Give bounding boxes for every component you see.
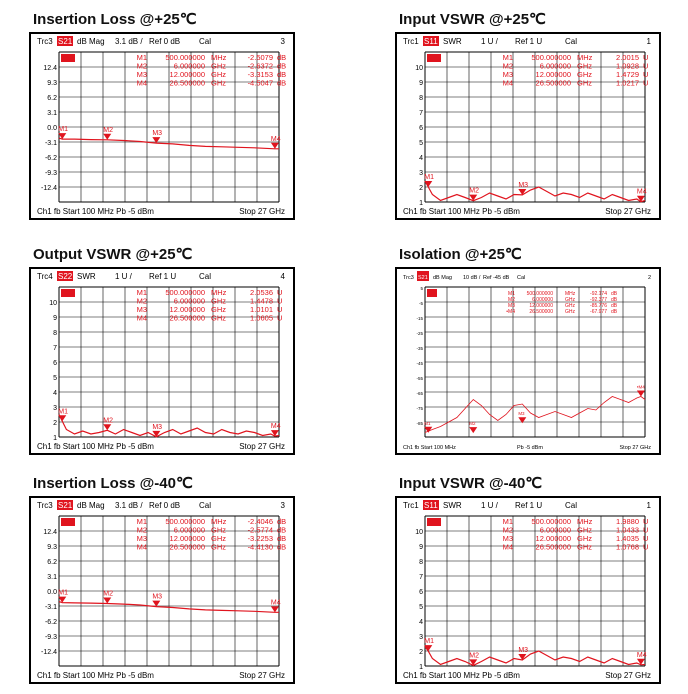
marker-unit: GHz [577, 534, 592, 543]
header-cal: Cal [517, 275, 526, 281]
y-tick-label: 7 [419, 574, 423, 581]
y-tick-label: 12.4 [43, 65, 57, 72]
panel-input-vswr-minus40 [399, 474, 669, 684]
marker-value-unit: U [277, 305, 283, 314]
header-scale: 10 dB / [463, 275, 481, 281]
marker-value: 1.0928 [616, 61, 639, 71]
header-cal: Cal [199, 501, 212, 510]
marker-frequency: 500.000000 [165, 53, 205, 62]
y-tick-label: 9 [419, 80, 423, 87]
marker-name: M1 [502, 517, 513, 526]
y-tick-label: 0.0 [47, 589, 57, 596]
marker-value-unit: dB [277, 542, 287, 552]
y-tick-label: -12.4 [41, 185, 57, 192]
marker-label: M3 [518, 181, 529, 189]
marker-frequency: 6.000000 [539, 525, 571, 535]
header-format: SWR [443, 37, 462, 46]
marker-frequency: 6.000000 [173, 61, 205, 71]
marker-name: M1 [502, 53, 513, 62]
marker-label: M1 [424, 638, 435, 646]
chart-title: Insertion Loss @-40℃ [33, 475, 193, 492]
marker-name: •M4 [506, 309, 515, 315]
y-tick-label: -65 [416, 391, 423, 396]
header-scale: 1 U / [481, 37, 498, 46]
marker-value: -67.977 [590, 309, 607, 315]
marker-unit: GHz [565, 303, 575, 309]
marker-triangle [271, 143, 279, 149]
marker-value: -2.4046 [247, 517, 273, 526]
marker-label: M2 [103, 590, 113, 598]
header-param: S21 [418, 275, 428, 281]
y-tick-label: 9 [53, 315, 57, 322]
y-tick-label: 6 [53, 360, 57, 367]
y-tick-label: 5 [419, 604, 423, 611]
marker-frequency: 500.000000 [531, 517, 571, 526]
marker-frequency: 26.500000 [169, 78, 205, 88]
marker-unit: MHz [577, 517, 593, 526]
marker-frequency: 26.500000 [169, 542, 205, 552]
chart-title: Isolation @+25℃ [399, 246, 522, 263]
marker-label: M3 [518, 647, 529, 654]
marker-frequency: 6.000000 [173, 525, 205, 535]
footer-stop: Stop 27 GHz [239, 207, 285, 216]
header-cal: Cal [565, 501, 578, 510]
analyzer-screen [395, 496, 661, 684]
marker-value-unit: dB [277, 53, 287, 62]
marker-frequency: 26.500000 [535, 78, 571, 88]
marker-value: 1.0605 [250, 313, 273, 323]
marker-unit: GHz [211, 525, 226, 535]
y-tick-label: 5 [420, 286, 423, 291]
y-tick-label: -35 [416, 346, 423, 351]
marker-frequency: 6.000000 [532, 297, 553, 303]
header-scale: 1 U / [115, 272, 132, 281]
marker-unit: GHz [565, 297, 575, 303]
marker-name: M1 [508, 291, 515, 297]
y-tick-label: -12.4 [41, 649, 57, 656]
marker-name: M3 [508, 303, 515, 309]
panel-output-vswr-25 [33, 245, 303, 455]
chart-svg [397, 498, 659, 682]
y-tick-label: 7 [53, 345, 57, 352]
marker-value-unit: U [643, 53, 649, 62]
marker-value-unit: dB [277, 78, 287, 88]
marker-value-unit: U [643, 525, 649, 535]
chart-svg [397, 269, 659, 453]
marker-name: M2 [136, 525, 147, 535]
y-tick-label: -5 [418, 301, 423, 306]
y-tick-label: -75 [416, 406, 423, 411]
y-tick-label: 10 [415, 529, 423, 536]
y-tick-label: -6.2 [44, 619, 57, 626]
marker-frequency: 12.000000 [535, 70, 571, 79]
marker-unit: GHz [211, 78, 226, 88]
marker-value-unit: dB [277, 61, 287, 71]
y-tick-label: 1 [419, 200, 423, 207]
marker-label: M4 [636, 188, 647, 196]
marker-label: M2 [103, 417, 113, 425]
marker-value: -4.4130 [247, 542, 273, 552]
marker-name: M2 [502, 61, 513, 71]
y-tick-label: -45 [416, 361, 423, 366]
marker-unit: GHz [211, 542, 226, 552]
y-tick-label: -3.1 [44, 140, 57, 147]
marker-label: M2 [103, 126, 113, 134]
marker-frequency: 6.000000 [539, 61, 571, 71]
y-tick-label: 6 [419, 589, 423, 596]
marker-value: -2.5079 [247, 53, 273, 62]
y-tick-label: 8 [419, 95, 423, 102]
footer-start: Ch1 fb Start 100 MHz Pb -5 dBm [403, 671, 520, 680]
marker-label: M2 [469, 187, 479, 195]
marker-value: 1.4035 [616, 534, 639, 543]
header-param: S21 [58, 501, 73, 510]
footer-stop: Stop 27 GHz [605, 207, 651, 216]
y-tick-label: 3.1 [47, 574, 57, 581]
marker-unit: GHz [577, 542, 592, 552]
marker-label: M4 [270, 599, 281, 607]
marker-unit: GHz [211, 534, 226, 543]
marker-triangle [103, 424, 111, 430]
marker-name: M3 [502, 534, 513, 543]
header-channel: 1 [646, 37, 651, 46]
y-tick-label: -85 [416, 421, 423, 426]
chart-svg [31, 498, 293, 682]
header-scale: 3.1 dB / [115, 37, 143, 46]
ref-box [427, 54, 441, 62]
header-ref: Ref 1 U [515, 501, 543, 510]
marker-name: M2 [508, 297, 515, 303]
y-tick-label: 0.0 [47, 125, 57, 132]
marker-value: 1.0217 [616, 78, 639, 88]
marker-frequency: 500.000000 [165, 288, 205, 297]
header-format: SWR [77, 272, 96, 281]
y-tick-label: -9.3 [44, 170, 57, 177]
marker-value: -2.5774 [247, 525, 273, 535]
marker-value: -2.6372 [247, 61, 273, 71]
marker-value: 1.0433 [616, 525, 639, 535]
marker-value: 2.0536 [250, 288, 273, 297]
header-format: SWR [443, 501, 462, 510]
y-tick-label: 4 [53, 390, 57, 397]
marker-triangle [103, 597, 111, 603]
footer-stop: Stop 27 GHz [605, 671, 651, 680]
y-tick-label: 3 [53, 405, 57, 412]
marker-label: M3 [152, 593, 163, 601]
marker-label: M2 [469, 421, 476, 427]
header-ref: Ref 1 U [149, 272, 177, 281]
header-param: S21 [58, 37, 73, 46]
marker-value: 1.0768 [616, 542, 639, 552]
marker-name: M4 [502, 542, 513, 552]
marker-label: •M4 [636, 384, 645, 390]
marker-frequency: 12.000000 [169, 305, 205, 314]
header-param: S11 [424, 501, 438, 510]
panel-insertion-loss-minus40 [33, 474, 303, 684]
chart-title: Input VSWR @+25℃ [399, 11, 546, 28]
marker-value-unit: dB [611, 303, 618, 309]
marker-frequency: 500.000000 [165, 517, 205, 526]
chart-title: Insertion Loss @+25℃ [33, 11, 197, 28]
header-channel: 4 [280, 272, 285, 281]
footer-start: Ch1 fb Start 100 MHz Pb -5 dBm [37, 207, 154, 216]
marker-value-unit: dB [277, 517, 287, 526]
header-scale: 3.1 dB / [115, 501, 143, 510]
chart-svg [31, 269, 293, 453]
marker-unit: GHz [211, 70, 226, 79]
header-scale: 1 U / [481, 501, 498, 510]
marker-value-unit: U [277, 296, 283, 306]
marker-name: M1 [136, 517, 147, 526]
marker-label: M1 [58, 589, 69, 597]
analyzer-screen [395, 32, 661, 220]
y-tick-label: 2 [53, 420, 57, 427]
marker-label: M3 [152, 423, 163, 431]
marker-unit: GHz [211, 61, 226, 71]
marker-name: M3 [136, 534, 147, 543]
marker-value: -92.174 [590, 291, 607, 297]
marker-unit: GHz [211, 296, 226, 306]
marker-unit: GHz [577, 525, 592, 535]
footer-start: Ch1 fb Start 100 MHz Pb -5 dBm [37, 442, 154, 451]
header-ref: Ref 1 U [515, 37, 543, 46]
marker-frequency: 6.000000 [173, 296, 205, 306]
marker-name: M2 [502, 525, 513, 535]
footer-power: Pb -5 dBm [517, 445, 543, 451]
header-trace: Trc3 [403, 275, 414, 281]
y-tick-label: 3.1 [47, 110, 57, 117]
y-tick-label: -55 [416, 376, 423, 381]
analyzer-screen [29, 267, 295, 455]
ref-box [427, 518, 441, 526]
header-channel: 3 [280, 501, 285, 510]
y-tick-label: 5 [419, 140, 423, 147]
marker-value-unit: U [643, 517, 649, 526]
marker-label: M2 [469, 652, 479, 660]
header-channel: 2 [647, 275, 651, 281]
marker-name: M4 [136, 542, 147, 552]
chart-svg [31, 34, 293, 218]
y-tick-label: 6.2 [47, 559, 57, 566]
marker-frequency: 500.000000 [526, 291, 553, 297]
y-tick-label: -6.2 [44, 155, 57, 162]
header-cal: Cal [199, 272, 212, 281]
marker-name: M3 [502, 70, 513, 79]
y-tick-label: 12.4 [43, 529, 57, 536]
marker-label: M1 [58, 126, 69, 134]
y-tick-label: 2 [419, 649, 423, 656]
chart-title: Input VSWR @-40℃ [399, 475, 543, 492]
y-tick-label: 10 [49, 300, 57, 307]
header-channel: 1 [646, 501, 651, 510]
y-tick-label: 8 [53, 330, 57, 337]
header-trace: Trc1 [403, 501, 419, 510]
marker-value: -3.2253 [247, 534, 273, 543]
footer-stop: Stop 27 GHz [239, 671, 285, 680]
header-cal: Cal [565, 37, 578, 46]
marker-value: -92.377 [590, 297, 607, 303]
marker-unit: MHz [577, 53, 593, 62]
marker-value: 1.4729 [616, 70, 639, 79]
y-tick-label: -25 [416, 331, 423, 336]
marker-label: M3 [518, 411, 525, 417]
marker-value: -4.5047 [247, 78, 273, 88]
y-tick-label: -9.3 [44, 634, 57, 641]
marker-unit: GHz [577, 78, 592, 88]
analyzer-screen [29, 32, 295, 220]
marker-value-unit: dB [277, 70, 287, 79]
y-tick-label: -15 [416, 316, 423, 321]
marker-label: M3 [152, 130, 163, 138]
marker-name: M2 [136, 296, 147, 306]
marker-frequency: 12.000000 [169, 70, 205, 79]
marker-value: 1.0101 [250, 305, 273, 314]
marker-value-unit: U [643, 542, 649, 552]
y-tick-label: 8 [419, 559, 423, 566]
y-tick-label: 3 [419, 634, 423, 641]
marker-unit: MHz [211, 53, 227, 62]
header-cal: Cal [199, 37, 212, 46]
marker-name: M4 [502, 78, 513, 88]
marker-name: M4 [136, 313, 147, 323]
marker-value: -3.3153 [247, 70, 273, 79]
y-tick-label: 1 [53, 435, 57, 442]
y-tick-label: 9 [419, 544, 423, 551]
panel-isolation-25 [399, 245, 669, 455]
header-format: dB Mag [77, 37, 105, 46]
y-tick-label: 3 [419, 170, 423, 177]
y-tick-label: 4 [419, 619, 423, 626]
marker-unit: GHz [577, 70, 592, 79]
marker-unit: MHz [211, 517, 227, 526]
marker-value-unit: U [277, 288, 283, 297]
y-tick-label: -3.1 [44, 604, 57, 611]
chart-svg [397, 34, 659, 218]
marker-frequency: 26.500000 [169, 313, 205, 323]
marker-value-unit: dB [277, 525, 287, 535]
marker-frequency: 12.000000 [169, 534, 205, 543]
marker-value-unit: dB [611, 291, 618, 297]
marker-frequency: 26.500000 [535, 542, 571, 552]
y-tick-label: 10 [415, 65, 423, 72]
footer-stop: Stop 27 GHz [239, 442, 285, 451]
header-ref: Ref 0 dB [149, 37, 181, 46]
marker-unit: GHz [211, 313, 226, 323]
ref-box [61, 54, 75, 62]
marker-name: M4 [136, 78, 147, 88]
analyzer-screen [395, 267, 661, 455]
footer-start: Ch1 fb Start 100 MHz Pb -5 dBm [403, 207, 520, 216]
marker-name: M2 [136, 61, 147, 71]
header-param: S22 [58, 272, 73, 281]
y-tick-label: 6 [419, 125, 423, 132]
marker-value-unit: dB [611, 297, 618, 303]
marker-label: M1 [424, 420, 431, 426]
marker-unit: GHz [577, 61, 592, 71]
header-format: dB Mag [433, 275, 452, 281]
marker-value-unit: dB [277, 534, 287, 543]
chart-title: Output VSWR @+25℃ [33, 246, 193, 263]
marker-value: 2.0015 [616, 53, 639, 62]
y-tick-label: 9.3 [47, 544, 57, 551]
y-tick-label: 7 [419, 110, 423, 117]
header-trace: Trc4 [37, 272, 53, 281]
marker-name: M3 [136, 305, 147, 314]
marker-value: 1.9880 [616, 517, 639, 526]
marker-triangle [103, 134, 111, 140]
y-tick-label: 5 [53, 375, 57, 382]
marker-label: M4 [270, 423, 281, 431]
marker-frequency: 12.000000 [529, 303, 553, 309]
marker-value: -85.776 [590, 303, 607, 309]
y-tick-label: 6.2 [47, 95, 57, 102]
marker-name: M1 [136, 288, 147, 297]
marker-value-unit: U [277, 313, 283, 323]
marker-unit: GHz [565, 309, 575, 315]
marker-value-unit: dB [611, 309, 618, 315]
marker-value-unit: U [643, 78, 649, 88]
footer-start: Ch1 fb Start 100 MHz [403, 445, 456, 451]
header-trace: Trc3 [37, 37, 53, 46]
marker-frequency: 26.500000 [529, 309, 553, 315]
header-channel: 3 [280, 37, 285, 46]
panel-input-vswr-25 [399, 10, 669, 220]
marker-unit: MHz [565, 291, 576, 297]
analyzer-screen [29, 496, 295, 684]
marker-value: 1.4478 [250, 296, 273, 306]
panel-insertion-loss-25 [33, 10, 303, 220]
header-trace: Trc1 [403, 37, 419, 46]
marker-label: M4 [270, 135, 281, 143]
ref-box [61, 518, 75, 526]
footer-start: Ch1 fb Start 100 MHz Pb -5 dBm [37, 671, 154, 680]
marker-triangle [518, 417, 526, 423]
marker-label: M1 [58, 408, 69, 416]
y-tick-label: 9.3 [47, 80, 57, 87]
marker-triangle [637, 391, 645, 397]
marker-unit: MHz [211, 288, 227, 297]
marker-frequency: 500.000000 [531, 53, 571, 62]
header-format: dB Mag [77, 501, 105, 510]
marker-frequency: 12.000000 [535, 534, 571, 543]
header-trace: Trc3 [37, 501, 53, 510]
marker-name: M1 [136, 53, 147, 62]
marker-triangle [271, 606, 279, 612]
marker-triangle [469, 427, 477, 433]
ref-box [427, 289, 437, 297]
header-ref: Ref 0 dB [149, 501, 181, 510]
header-param: S11 [424, 37, 438, 46]
marker-triangle [518, 189, 526, 195]
marker-value-unit: U [643, 70, 649, 79]
marker-label: M4 [636, 651, 647, 659]
marker-label: M1 [424, 174, 435, 181]
y-tick-label: 2 [419, 185, 423, 192]
footer-stop: Stop 27 GHz [619, 445, 651, 451]
marker-value-unit: U [643, 534, 649, 543]
marker-unit: GHz [211, 305, 226, 314]
y-tick-label: 1 [419, 664, 423, 671]
marker-name: M3 [136, 70, 147, 79]
marker-value-unit: U [643, 61, 649, 71]
y-tick-label: 4 [419, 155, 423, 162]
ref-box [61, 289, 75, 297]
header-ref: Ref -45 dB [483, 275, 510, 281]
